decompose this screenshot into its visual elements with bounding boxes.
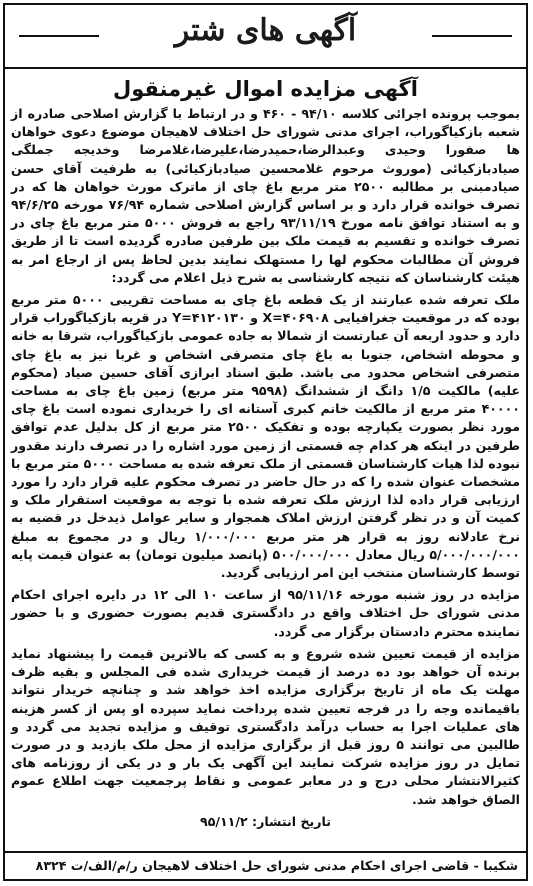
publication-date: تاریخ انتشار: ۹۵/۱۱/۲ — [200, 813, 331, 829]
notice-frame — [3, 3, 528, 881]
notice-signature: شکیبا - قاضی اجرای احکام مدنی شورای حل اختلاف لاهیجان ر/م/الف/ت ۸۳۲۴ — [5, 851, 526, 879]
notice-paragraph: مزایده از قیمت تعیین شده شروع و به کسی که بالاترین قیمت را پیشنهاد نماید برنده آن خواهد بود ده درصد از قیمت خریداری شده فی المجلس و بقیه ظرف مهلت یک ماه از تاریخ برگزاری مزایده اخذ خواهد شد و چنانچه خریدار نتواند باقیمانده وجه را در فرجه تعیین شده پرداخت نماید سپرده او پس از کسر هزینه های عملیات اجرا به حساب درآمد دادگستری توقیف و مزایده تجدید می گردد و طالبین می توانند ۵ روز قبل از برگزاری مزایده از محل ملک بازدید و در صورت تمایل در روز مزایده شرکت نمایند این آگهی یک بار و در یکی از روزنامه های کثیرالانتشار محلی درج و در معابر عمومی و نقاط پرجمعیت جهت اطلاع عموم الصاق خواهد شد. — [11, 645, 520, 807]
notice-paragraph: مزایده در روز شنبه مورخه ۹۵/۱۱/۱۶ از ساعت ۱۰ الی ۱۲ در دایره اجرای احکام مدنی شورای حل اختلاف واقع در دادگستری قدیم بصورت حضوری و با حضور نماینده محترم دادستان برگزار می گردد. — [11, 587, 520, 639]
newspaper-brand: آگهی های شتر — [174, 13, 357, 48]
newspaper-header — [5, 5, 526, 69]
header-decoration-right — [432, 35, 512, 37]
notice-paragraph: بموجب پرونده اجرائی کلاسه ۹۴/۱۰ - ۴۶۰ و در ارتباط با گزارش اصلاحی صادره از شعبه بازکیاگوراب، اجرای مدنی شورای حل اختلاف لاهیجان موضوع دعوی خواهان ها صفورا وحیدی وعبدالرضا،حمیدرضا،علیرضا،غلامرضا وخدیجه جملگی صیادبازکیائی (موروث مرحوم غلامحسین صیادبازکیائی) به طرفیت آقای حسن صیادمبنی بر مطالبه ۲۵۰۰ متر مربع باغ چای از ماترک مورث خواهان ها که در تصرف خوانده قرار دارد و بر اساس گزارش اصلاحی شماره ۷۶/۹۴ مورخه ۹۴/۶/۲۵ و به استناد توافق نامه مورخ ۹۳/۱۱/۱۹ راجع به فروش ۵۰۰۰ متر مربع باغ چای در تصرف خوانده و تقسیم به قیمت ملک بین طرفین صادره گردیده است تا از طریق فروش آن مطالبات محکوم لها را مستهلک نمایند بدین لحاظ پس از ارجاع امر به هیئت کارشناسان که نتیجه کارشناسی به شرح ذیل اعلام می گردد: — [11, 106, 521, 285]
notice-paragraph: ملک تعرفه شده عبارتند از یک قطعه باغ چای به مساحت تقریبی ۵۰۰۰ متر مربع بوده که در موقعیت جغرافیایی X=۴۰۶۹۰۸ و Y=۴۱۲۰۱۳۰ در قریه بازکیاگوراب قرار دارد و حدود اربعه آن عبارتست از شمالا به جاده عمومی بازکیاگوراب، شرقا به خانه و محوطه اشخاص، جنوبا به باغ چای متصرفی اشخاص و غربا نیز به باغ چای متصرفی اشخاص محدود می باشد. طبق اسناد ابرازی آقای حسین صیاد (محکوم علیه) مالکیت ۱/۵ دانگ از ششدانگ (۹۵۹۸ متر مربع) زمین باغ چای به مساحت ۴۰۰۰۰ متر مربع از مالکیت خانم کبری آستانه ای را خریداری نموده است باغ چای مورد نظر بصورت یکپارچه بوده و تفکیک ۲۵۰۰ متر مربع از کل بدلیل عدم توافق طرفین در اینکه هر کدام چه قسمتی از زمین مورد اشاره را در تصرف دارند مقدور نبوده لذا هیات کارشناسان قسمتی از ملک تعرفه شده به مساحت ۵۰۰۰ متر مربع با مشخصات عنوان شده را که در حال حاضر در تصرف محکوم علیه قرار دارد را مورد ارزیابی قرار داده لذا ارزش ملک تعرفه شده با توجه به موقعیت استقرار ملک و کمیت آن و در نظر گرفتن ارزش املاک همجوار و سایر عوامل ذیدخل در قضیه به نرخ عادلانه روز به قرار هر متر مربع ۱/۰۰۰/۰۰۰ ریال و در مجموع به مبلغ ۵/۰۰۰/۰۰۰/۰۰۰ ریال معادل ۵۰۰/۰۰۰/۰۰۰ (پانصد میلیون تومان) به عنوان قیمت پایه توسط کارشناسان منتخب این امر ارزیابی گردید. — [11, 292, 520, 581]
notice-body — [5, 105, 526, 831]
notice-title: آگهی مزایده اموال غیرمنقول — [113, 77, 418, 101]
